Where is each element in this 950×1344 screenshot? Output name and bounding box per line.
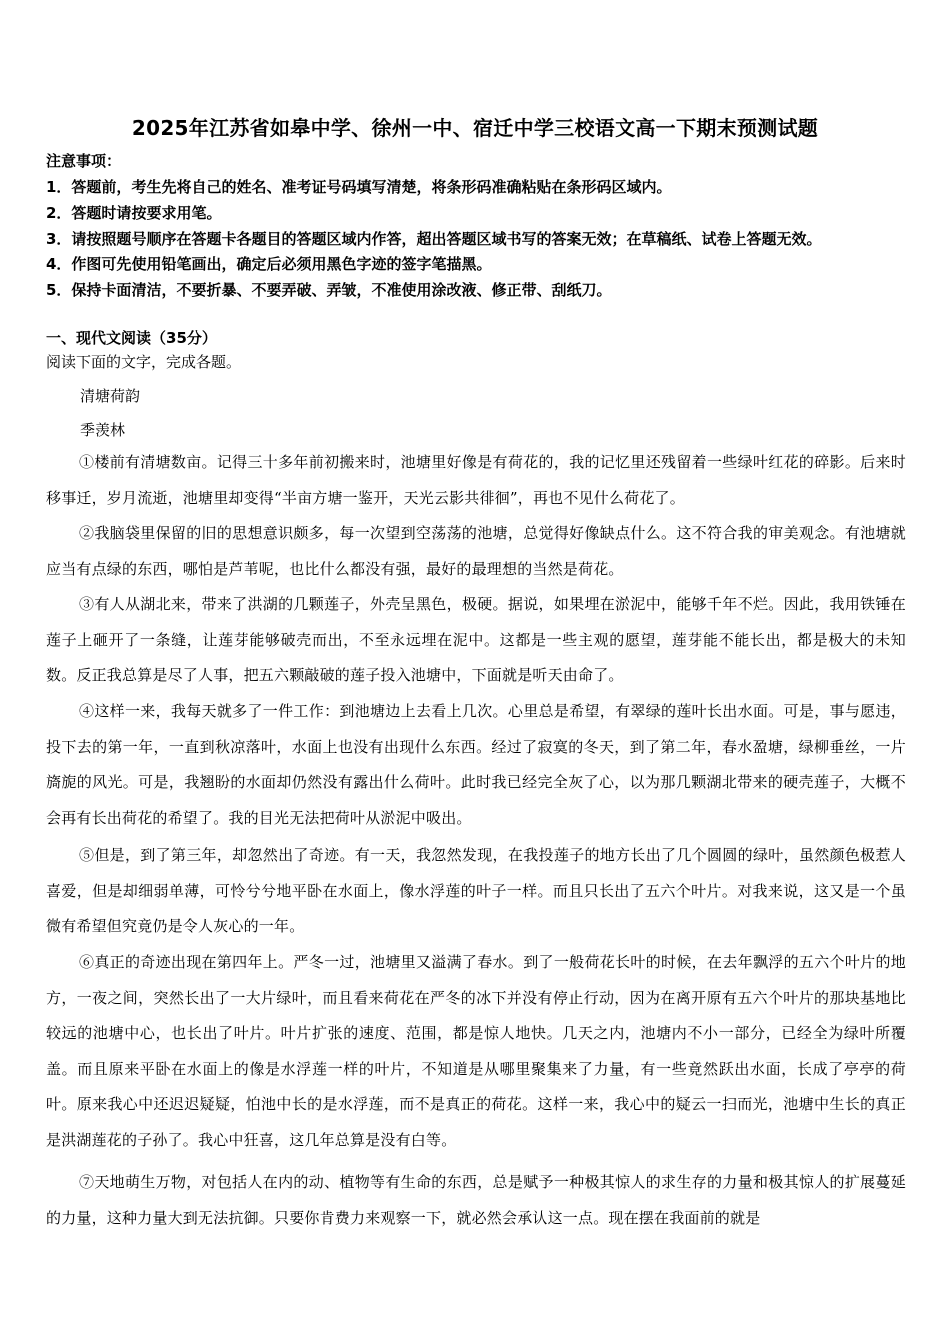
paragraph-6: ⑥真正的奇迹出现在第四年上。严冬一过，池塘里又溢满了春水。到了一般荷花长叶的时候，在去年飘浮的五六个叶片的地方，一夜之间，突然长出了一大片绿叶，而且看来荷花在严冬的冰下并没有停止行动，因为在离开原有五六个叶片的那块基地比较远的池塘中心，也长出了叶片。叶片扩张的速度、范围，都是惊人地快。几天之内，池塘内不小一部分，已经全为绿叶所覆盖。而且原来平卧在水面上的像是水浮莲一样的叶片，不知道是从哪里聚集来了力量，有一些竟然跃出水面，长成了亭亭的荷叶。原来我心中还迟迟疑疑，怕池中长的是水浮莲，而不是真正的荷花。这样一来，我心中的疑云一扫而光，池塘中生长的真正是洪湖莲花的子孙了。我心中狂喜，这几年总算是没有白等。 [46, 953, 906, 1149]
section-heading: 一、现代文阅读（35分） [46, 329, 217, 347]
paragraph-5: ⑤但是，到了第三年，却忽然出了奇迹。有一天，我忽然发现，在我投莲子的地方长出了几个圆圆的绿叶，虽然颜色极惹人喜爱，但是却细弱单薄，可怜兮兮地平卧在水面上，像水浮莲的叶子一样。而且只长出了五六个叶片。对我来说，这又是一个虽微有希望但究竟仍是令人灰心的一年。 [46, 846, 906, 935]
notice-item: 5．保持卡面清洁，不要折暴、不要弄破、弄皱，不准使用涂改液、修正带、刮纸刀。 [46, 281, 612, 299]
notice-heading: 注意事项： [46, 152, 122, 170]
paragraph-1: ①楼前有清塘数亩。记得三十多年前初搬来时，池塘里好像是有荷花的，我的记忆里还残留着一些绿叶红花的碎影。后来时移事迁，岁月流逝，池塘里却变得“半亩方塘一鉴开，天光云影共徘徊”，再也不见什么荷花了。 [46, 453, 906, 507]
reading-instruction: 阅读下面的文字，完成各题。 [46, 353, 242, 371]
article-author: 季羡林 [80, 421, 126, 439]
article-title: 清塘荷韵 [80, 387, 141, 405]
exam-title: 2025年江苏省如皋中学、徐州一中、宿迁中学三校语文高一下期末预测试题 [131, 116, 819, 140]
notice-item: 4．作图可先使用铅笔画出，确定后必须用黑色字迹的签字笔描黑。 [46, 255, 492, 273]
notice-item: 2．答题时请按要求用笔。 [46, 204, 222, 222]
paragraph-2: ②我脑袋里保留的旧的思想意识颇多，每一次望到空荡荡的池塘，总觉得好像缺点什么。这不符合我的审美观念。有池塘就应当有点绿的东西，哪怕是芦苇呢，也比什么都没有强，最好的最理想的当然是荷花。 [46, 524, 906, 578]
notice-item: 3．请按照题号顺序在答题卡各题目的答题区域内作答，超出答题区域书写的答案无效；在草稿纸、试卷上答题无效。 [46, 230, 822, 248]
paragraph-3: ③有人从湖北来，带来了洪湖的几颗莲子，外壳呈黑色，极硬。据说，如果埋在淤泥中，能够千年不烂。因此，我用铁锤在莲子上砸开了一条缝，让莲芽能够破壳而出，不至永远埋在泥中。这都是一些主观的愿望，莲芽能不能长出，都是极大的未知数。反正我总算是尽了人事，把五六颗敲破的莲子投入池塘中，下面就是听天由命了。 [46, 595, 906, 684]
paragraph-7: ⑦天地萌生万物，对包括人在内的动、植物等有生命的东西，总是赋予一种极其惊人的求生存的力量和极其惊人的扩展蔓延的力量，这种力量大到无法抗御。只要你肯费力来观察一下，就必然会承认这一点。现在摆在我面前的就是 [46, 1173, 906, 1227]
paragraph-4: ④这样一来，我每天就多了一件工作：到池塘边上去看上几次。心里总是希望，有翠绿的莲叶长出水面。可是，事与愿违，投下去的第一年，一直到秋凉落叶，水面上也没有出现什么东西。经过了寂寞的冬天，到了第二年，春水盈塘，绿柳垂丝，一片旖旎的风光。可是，我翘盼的水面却仍然没有露出什么荷叶。此时我已经完全灰了心，以为那几颗湖北带来的硬壳莲子，大概不会再有长出荷花的希望了。我的目光无法把荷叶从淤泥中吸出。 [46, 702, 906, 827]
notice-item: 1．答题前，考生先将自己的姓名、准考证号码填写清楚，将条形码准确粘贴在条形码区域内。 [46, 178, 672, 196]
